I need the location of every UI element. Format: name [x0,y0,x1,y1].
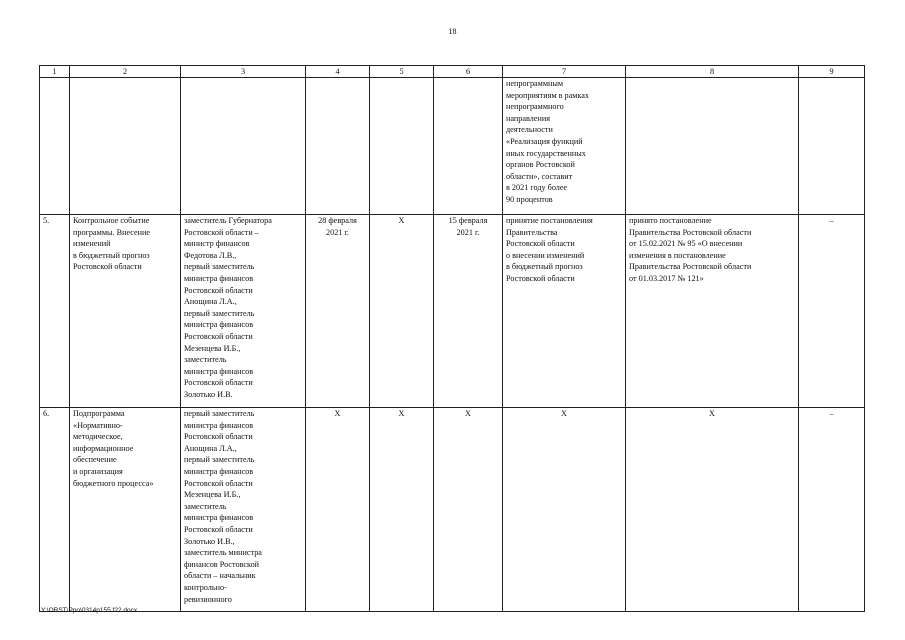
table-row [40,78,865,215]
event-name [70,78,181,215]
executor: заместитель Губернатора Ростовской области – министр финансов Федотова Л.В., первый заместитель министра финансов Ростовской области Анощина Л.А., первый заместитель министра финансов Ростовской области Мезенцева И.Б., заместитель министра финансов Ростовской области Золотько И.В. [181,215,306,408]
planned-date [306,78,370,215]
header-col-6: 6 [434,66,503,78]
header-col-3: 3 [181,66,306,78]
planned-result: непрограммным мероприятиям в рамках непрограммного направления деятельности «Реализация функций иных государственных органов Ростовской области», составит в 2021 году более 90 процентов [503,78,626,215]
event-name: Подпрограмма «Нормативно- методическое, информационное обеспечение и организация бюджетного процесса» [70,408,181,612]
header-col-4: 4 [306,66,370,78]
planned-result: Х [503,408,626,612]
actual-result [626,78,799,215]
header-col-1: 1 [40,66,70,78]
actual-date: 15 февраля 2021 г. [434,215,503,408]
column-5-value: Х [370,408,434,612]
header-col-7: 7 [503,66,626,78]
table-row [40,215,865,408]
planned-result: принятие постановления Правительства Ростовской области о внесении изменений в бюджетный прогноз Ростовской области [503,215,626,408]
table-row [40,408,865,612]
file-path-footer: Y:\ORST\Ppo\0314p155.f22.docx [41,607,138,614]
executor: первый заместитель министра финансов Ростовской области Анощина Л.А., первый заместитель министра финансов Ростовской области Мезенцева И.Б., заместитель министра финансов Ростовской области Золотько И.В., заместитель министра финансов Ростовской области – начальник контрольно- ревизионного [181,408,306,612]
column-9-value: – [799,408,865,612]
report-table [39,65,865,612]
page-number: 18 [448,27,457,36]
column-9-value [799,78,865,215]
actual-result: Х [626,408,799,612]
actual-result: принято постановление Правительства Ростовской области от 15.02.2021 № 95 «О внесении изменения в постановление Правительства Ростовской области от 01.03.2017 № 121» [626,215,799,408]
header-col-8: 8 [626,66,799,78]
executor [181,78,306,215]
header-col-2: 2 [70,66,181,78]
row-number [40,78,70,215]
event-name: Контрольное событие программы. Внесение изменений в бюджетный прогноз Ростовской области [70,215,181,408]
header-col-9: 9 [799,66,865,78]
planned-date: Х [306,408,370,612]
column-9-value: – [799,215,865,408]
row-number: 5. [40,215,70,408]
actual-date: Х [434,408,503,612]
row-number: 6. [40,408,70,612]
header-row [40,66,865,78]
column-5-value: Х [370,215,434,408]
column-5-value [370,78,434,215]
planned-date: 28 февраля 2021 г. [306,215,370,408]
header-col-5: 5 [370,66,434,78]
actual-date [434,78,503,215]
